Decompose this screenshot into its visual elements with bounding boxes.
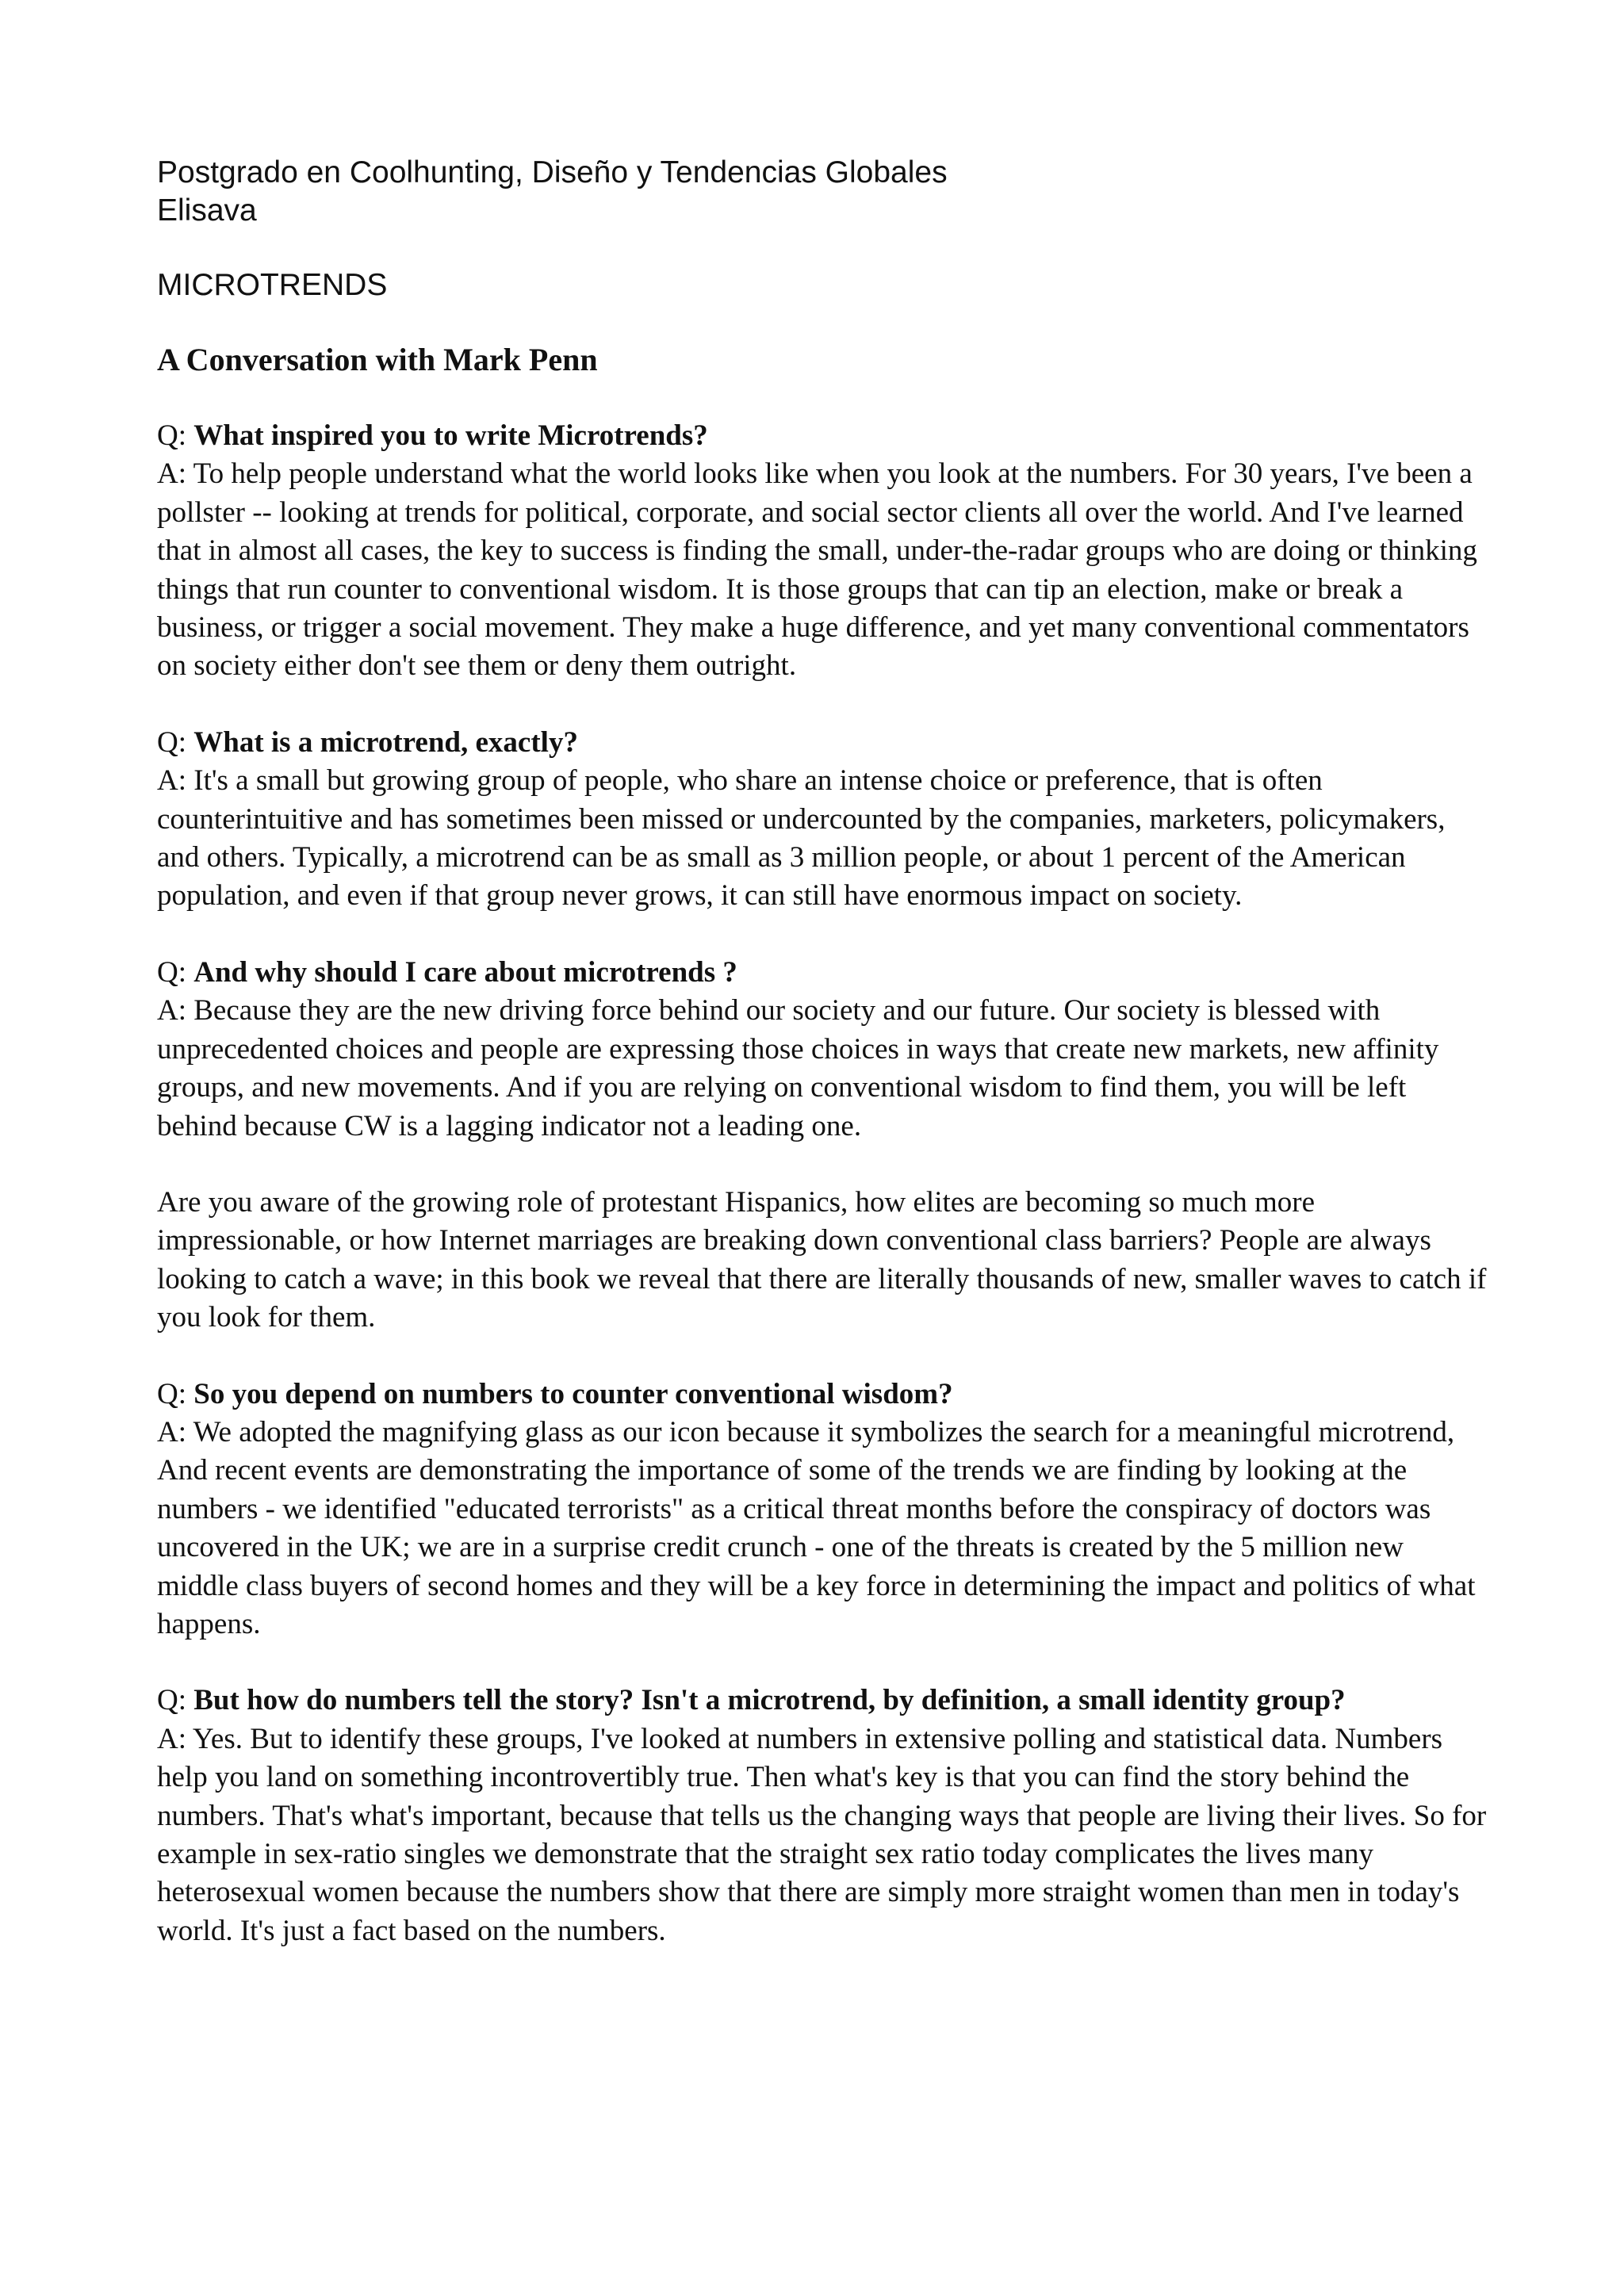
answer: A: Because they are the new driving force behind our society and our future. Our society is blessed with unprecedented choices and people are expressing those choices in ways that create new markets, new affinity groups, and new movements. And if you are relying on conventional wisdom to find them, you will be left behind because CW is a lagging indicator not a leading one. (157, 994, 1439, 1142)
section-label: MICROTRENDS (157, 268, 388, 302)
answer: A: It's a small but growing group of people, who share an intense choice or preference, that is often counterintuitive and has sometimes been missed or undercounted by the companies, marketers, policymakers, and others. Typically, a microtrend can be as small as 3 million people, or about 1 percent of the American population, and even if that group never grows, it can still have enormous impact on society. (157, 764, 1446, 913)
qa-block-5 (157, 1682, 1489, 1950)
question (157, 954, 1489, 992)
document-page (157, 154, 1489, 1950)
qa-block-4 (157, 1376, 1489, 1644)
answer: A: To help people understand what the world looks like when you look at the numbers. For 30 years, I've been a pollster -- looking at trends for political, corporate, and social sector clients all over the world. And I've learned that in almost all cases, the key to success is finding the small, under-the-radar groups who are doing or thinking things that run counter to conventional wisdom. It is those groups that can tip an election, make or break a business, or trigger a social movement. They make a huge difference, and yet many conventional commentators on society either don't see them or deny them outright. (157, 457, 1477, 683)
answer: A: We adopted the magnifying glass as our icon because it symbolizes the search for a meaningful microtrend, And recent events are demonstrating the importance of some of the trends we are finding by looking at the numbers - we identified "educated terrorists" as a critical threat months before the conspiracy of doctors was uncovered in the UK; we are in a surprise credit crunch - one of the threats is created by the 5 million new middle class buyers of second homes and they will be a key force in determining the impact and politics of what happens. (157, 1415, 1476, 1640)
question (157, 1376, 1489, 1414)
question-text: What is a microtrend, exactly? (193, 725, 578, 759)
question-prefix: Q: (157, 419, 194, 452)
question (157, 417, 1489, 455)
question (157, 724, 1489, 762)
question-text: And why should I care about microtrends ? (193, 955, 737, 989)
question-prefix: Q: (157, 1377, 194, 1410)
question-prefix: Q: (157, 725, 194, 759)
body-paragraph: Are you aware of the growing role of protestant Hispanics, how elites are becoming so much more impressionable, or how Internet marriages are breaking down conventional class barriers? People are always looking to catch a wave; in this book we reveal that there are literally thousands of new, smaller waves to catch if you look for them. (157, 1185, 1487, 1334)
question-text: So you depend on numbers to counter conventional wisdom? (193, 1377, 953, 1410)
qa-block-1 (157, 417, 1489, 686)
question-prefix: Q: (157, 1684, 194, 1717)
school-name: Elisava (157, 193, 257, 228)
answer: A: Yes. But to identify these groups, I've looked at numbers in extensive polling and statistical data. Numbers help you land on something incontrovertibly true. Then what's key is that you can find the story behind the numbers. That's what's important, because that tells us the changing ways that people are living their lives. So for example in sex-ratio singles we demonstrate that the straight sex ratio today complicates the lives many heterosexual women because the numbers show that there are simply more straight women than men in today's world. It's just a fact based on the numbers. (157, 1722, 1487, 1947)
qa-block-3 (157, 954, 1489, 1146)
question-prefix: Q: (157, 955, 194, 989)
question-text: But how do numbers tell the story? Isn't a microtrend, by definition, a small identity group? (193, 1684, 1346, 1717)
qa-block-2 (157, 724, 1489, 916)
question (157, 1682, 1489, 1720)
document-title: A Conversation with Mark Penn (157, 342, 598, 377)
program-name: Postgrado en Coolhunting, Diseño y Tendencias Globales (157, 155, 948, 189)
question-text: What inspired you to write Microtrends? (193, 419, 708, 452)
